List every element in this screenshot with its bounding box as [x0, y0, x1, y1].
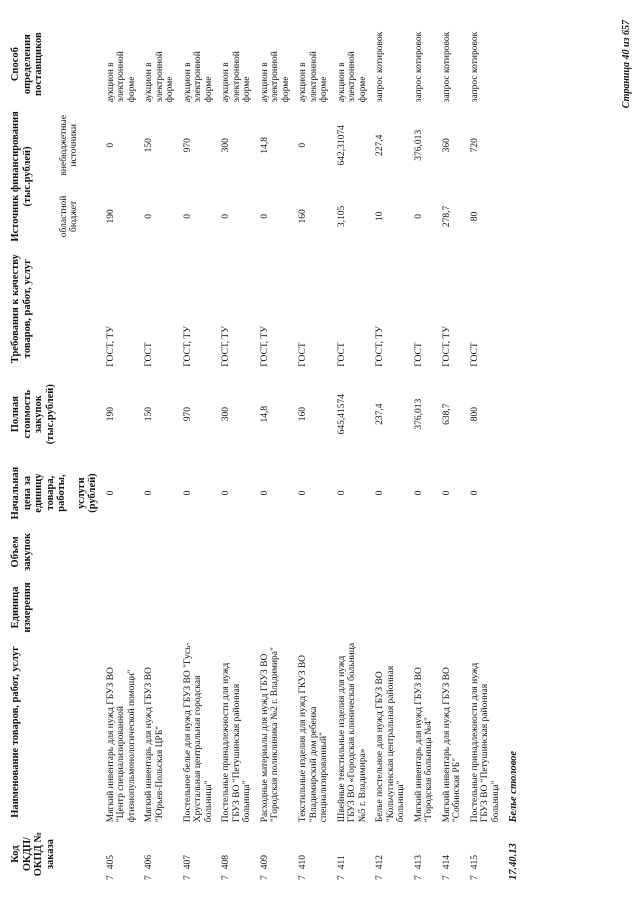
- page-counter: Страница 40 из 657: [621, 20, 632, 109]
- cell-regional: 0: [259, 214, 270, 219]
- cell-code-number: 412: [375, 855, 385, 870]
- table-row: [103, 23, 142, 883]
- cell-code: [257, 825, 296, 883]
- cell-price: 0: [441, 490, 452, 496]
- cell-volume: [141, 527, 180, 576]
- header-requirements: Требования к качеству товаров, работ, услуг: [10, 254, 33, 364]
- cell-code-number: 405: [105, 855, 116, 870]
- cell-price: 0: [259, 490, 270, 496]
- cell-code-number: 406: [144, 855, 154, 870]
- section-name: Белье столовое: [508, 750, 519, 823]
- cell-code-number: 414: [441, 855, 452, 870]
- cell-unit: [411, 576, 439, 638]
- cell-code-number: 407: [182, 855, 193, 870]
- cell-method: аукцион в электронной форме: [182, 51, 214, 103]
- table-row: [467, 23, 506, 883]
- header-financing-extra: внебюджетные источники: [58, 115, 80, 176]
- cell-code-prefix: 7: [375, 875, 385, 880]
- table-row: [372, 23, 411, 883]
- cell-req: ГОСТ, ТУ: [441, 326, 452, 367]
- cell-total: 970: [182, 407, 193, 422]
- cell-unit: [257, 576, 296, 638]
- cell-total: 237,4: [375, 403, 385, 425]
- cell-extra: 0: [298, 142, 308, 148]
- cell-code: [180, 825, 219, 883]
- cell-code-prefix: 7: [413, 875, 424, 880]
- cell-code: [467, 825, 506, 883]
- section-row: [505, 23, 523, 883]
- cell-method: аукцион в электронной форме: [336, 51, 368, 103]
- cell-code-prefix: 7: [336, 875, 347, 880]
- cell-volume: [411, 527, 439, 576]
- header-financing-regional: областной бюджет: [58, 195, 80, 238]
- cell-req: ГОСТ: [336, 342, 347, 367]
- table-body: [103, 23, 523, 883]
- header-row: [8, 23, 57, 883]
- cell-code: [439, 825, 467, 883]
- cell-req: ГОСТ, ТУ: [221, 326, 231, 367]
- cell-code-number: 413: [413, 855, 424, 870]
- cell-method: аукцион в электронной форме: [221, 51, 252, 103]
- section-code: 17.40.13: [508, 843, 519, 880]
- cell-req: ГОСТ, ТУ: [182, 326, 193, 367]
- cell-req: ГОСТ: [144, 342, 154, 367]
- cell-code-prefix: 7: [469, 875, 480, 880]
- cell-code: [372, 825, 411, 883]
- cell-method: запрос котировок: [441, 31, 452, 103]
- cell-code-number: 411: [336, 855, 347, 870]
- cell-unit: [439, 576, 467, 638]
- cell-regional: 0: [413, 214, 424, 219]
- cell-method: запрос котировок: [375, 31, 385, 103]
- cell-name: Мягкий инвентарь для нужд ГБУЗ ВО "Центр специализированной фтизиопульмонологической помощи": [105, 667, 137, 823]
- cell-regional: 278,7: [441, 205, 452, 228]
- table-row: [334, 23, 373, 883]
- cell-price: 0: [105, 490, 116, 496]
- cell-name: Мягкий инвентарь для нужд ГБУЗ ВО "Собинская РБ": [441, 667, 462, 823]
- cell-code: [295, 825, 334, 883]
- cell-name: Текстильные изделия для нужд ГКУЗ ВО "Владимирский дом ребенка специализированный": [298, 654, 329, 823]
- table-row: [295, 23, 334, 883]
- cell-req: ГОСТ: [298, 342, 308, 367]
- cell-name: Белье постельное для нужд ГБУЗ ВО "Кольчугинская центральная районная больница": [375, 665, 406, 823]
- table-row: [218, 23, 257, 883]
- cell-code-prefix: 7: [182, 875, 193, 880]
- cell-unit: [372, 576, 411, 638]
- cell-total: 150: [144, 407, 154, 422]
- cell-total: 300: [221, 407, 231, 422]
- cell-unit: [334, 576, 373, 638]
- cell-extra: 150: [144, 138, 154, 153]
- cell-volume: [103, 527, 142, 576]
- cell-volume: [334, 527, 373, 576]
- cell-regional: 0: [182, 214, 193, 219]
- cell-total: 14,8: [259, 405, 270, 423]
- cell-method: запрос котировок: [413, 31, 424, 103]
- cell-code-prefix: 7: [441, 875, 452, 880]
- cell-regional: 10: [375, 211, 385, 222]
- cell-code-number: 410: [298, 855, 308, 870]
- header-financing: Источник финансирования (тыс.рублей): [10, 111, 33, 242]
- cell-volume: [439, 527, 467, 576]
- header-unit: Единица измерения: [10, 582, 33, 633]
- cell-total: 800: [469, 407, 480, 422]
- cell-extra: 720: [469, 138, 480, 153]
- table-row: [257, 23, 296, 883]
- cell-regional: 190: [105, 209, 116, 224]
- cell-price: 0: [336, 490, 347, 496]
- cell-price: 0: [375, 490, 385, 496]
- cell-regional: 80: [469, 211, 480, 222]
- header-code: Код ОКДП/ ОКПД № заказа: [10, 831, 56, 877]
- header-name: Наименование товаров, работ, услуг: [10, 646, 21, 818]
- cell-code: [103, 825, 142, 883]
- header-price: [8, 459, 103, 528]
- cell-req: ГОСТ, ТУ: [105, 326, 116, 367]
- table-row: [411, 23, 439, 883]
- cell-code: [334, 825, 373, 883]
- cell-unit: [180, 576, 219, 638]
- cell-total: 376,013: [413, 398, 424, 430]
- cell-name: Постельные принадлежности для нужд ГБУЗ ВО "Петушинская районная больница": [469, 662, 501, 823]
- cell-regional: 3,105: [336, 205, 347, 228]
- cell-name: Постельные принадлежности для нужд ГБУЗ ВО "Петушинская районная больница": [221, 662, 252, 823]
- cell-volume: [257, 527, 296, 576]
- cell-unit: [295, 576, 334, 638]
- cell-extra: 642,31074: [336, 125, 347, 166]
- table-row: [180, 23, 219, 883]
- cell-extra: 0: [105, 142, 116, 148]
- cell-code-prefix: 7: [298, 875, 308, 880]
- cell-unit: [467, 576, 506, 638]
- header-total: Полная стоимость закупок (тыс.рублей): [10, 384, 56, 445]
- cell-total: 160: [298, 407, 308, 422]
- cell-code: [411, 825, 439, 883]
- header-volume: Объем закупок: [10, 532, 33, 571]
- cell-volume: [180, 527, 219, 576]
- cell-price: 0: [144, 490, 154, 496]
- cell-code-prefix: 7: [105, 875, 116, 880]
- header-method: Способ определения поставщиков: [10, 32, 44, 96]
- cell-total: 190: [105, 407, 116, 422]
- cell-code-number: 408: [221, 855, 231, 870]
- cell-extra: 970: [182, 138, 193, 153]
- cell-code-number: 415: [469, 855, 480, 870]
- cell-volume: [295, 527, 334, 576]
- cell-unit: [103, 576, 142, 638]
- cell-total: 638,7: [441, 403, 452, 425]
- cell-unit: [141, 576, 180, 638]
- cell-extra: 14,8: [259, 136, 270, 154]
- cell-unit: [218, 576, 257, 638]
- cell-price: 0: [182, 490, 193, 496]
- cell-req: ГОСТ, ТУ: [375, 326, 385, 367]
- cell-code: [141, 825, 180, 883]
- cell-total: 645,41574: [336, 393, 347, 435]
- cell-name: Мягкий инвентарь для нужд ГБУЗ ВО "Юрьев-Польская ЦРБ": [144, 667, 165, 823]
- cell-method: аукцион в электронной форме: [144, 51, 175, 103]
- cell-name: Мягкий инвентарь для нужд ГБУЗ ВО "Городская больница №4": [413, 667, 434, 823]
- cell-name: Швейные текстильные изделия для нужд ГБУЗ ВО «Городская клиническая больница №5 г. Владимира»: [336, 642, 368, 823]
- cell-volume: [372, 527, 411, 576]
- cell-extra: 300: [221, 138, 231, 153]
- cell-price: 0: [298, 490, 308, 496]
- cell-method: аукцион в электронной форме: [259, 51, 291, 103]
- cell-code: [218, 825, 257, 883]
- cell-code-number: 409: [259, 855, 270, 870]
- cell-name: Постельное белье для нужд ГБУЗ ВО "Гусь-Хрустальная центральная городская больница": [182, 642, 214, 823]
- cell-volume: [218, 527, 257, 576]
- cell-method: запрос котировок: [469, 31, 480, 103]
- cell-req: ГОСТ, ТУ: [259, 326, 270, 367]
- cell-volume: [467, 527, 506, 576]
- cell-extra: 376,013: [413, 129, 424, 161]
- cell-name: Расходные материалы для нужд ГБУЗ ВО "Городская поликлиника №2 г. Владимира": [259, 647, 280, 823]
- cell-price: 0: [221, 490, 231, 496]
- table-row: [439, 23, 467, 883]
- table-row: [141, 23, 180, 883]
- cell-regional: 0: [221, 214, 231, 219]
- cell-extra: 227,4: [375, 134, 385, 156]
- cell-method: аукцион в электронной форме: [105, 51, 137, 103]
- header-price-unit: услуги (рублей): [75, 473, 98, 513]
- cell-code-prefix: 7: [259, 875, 270, 880]
- cell-code-prefix: 7: [144, 875, 154, 880]
- cell-req: ГОСТ: [413, 342, 424, 367]
- cell-regional: 160: [298, 209, 308, 224]
- cell-price: 0: [413, 490, 424, 496]
- cell-method: аукцион в электронной форме: [298, 51, 329, 103]
- cell-code-prefix: 7: [221, 875, 231, 880]
- procurement-table: [8, 23, 523, 883]
- cell-req: ГОСТ: [469, 342, 480, 367]
- cell-price: 0: [469, 490, 480, 496]
- header-price-main: Начальная цена за единицу товара, работы,: [10, 466, 67, 520]
- cell-extra: 360: [441, 138, 452, 153]
- cell-regional: 0: [144, 214, 154, 219]
